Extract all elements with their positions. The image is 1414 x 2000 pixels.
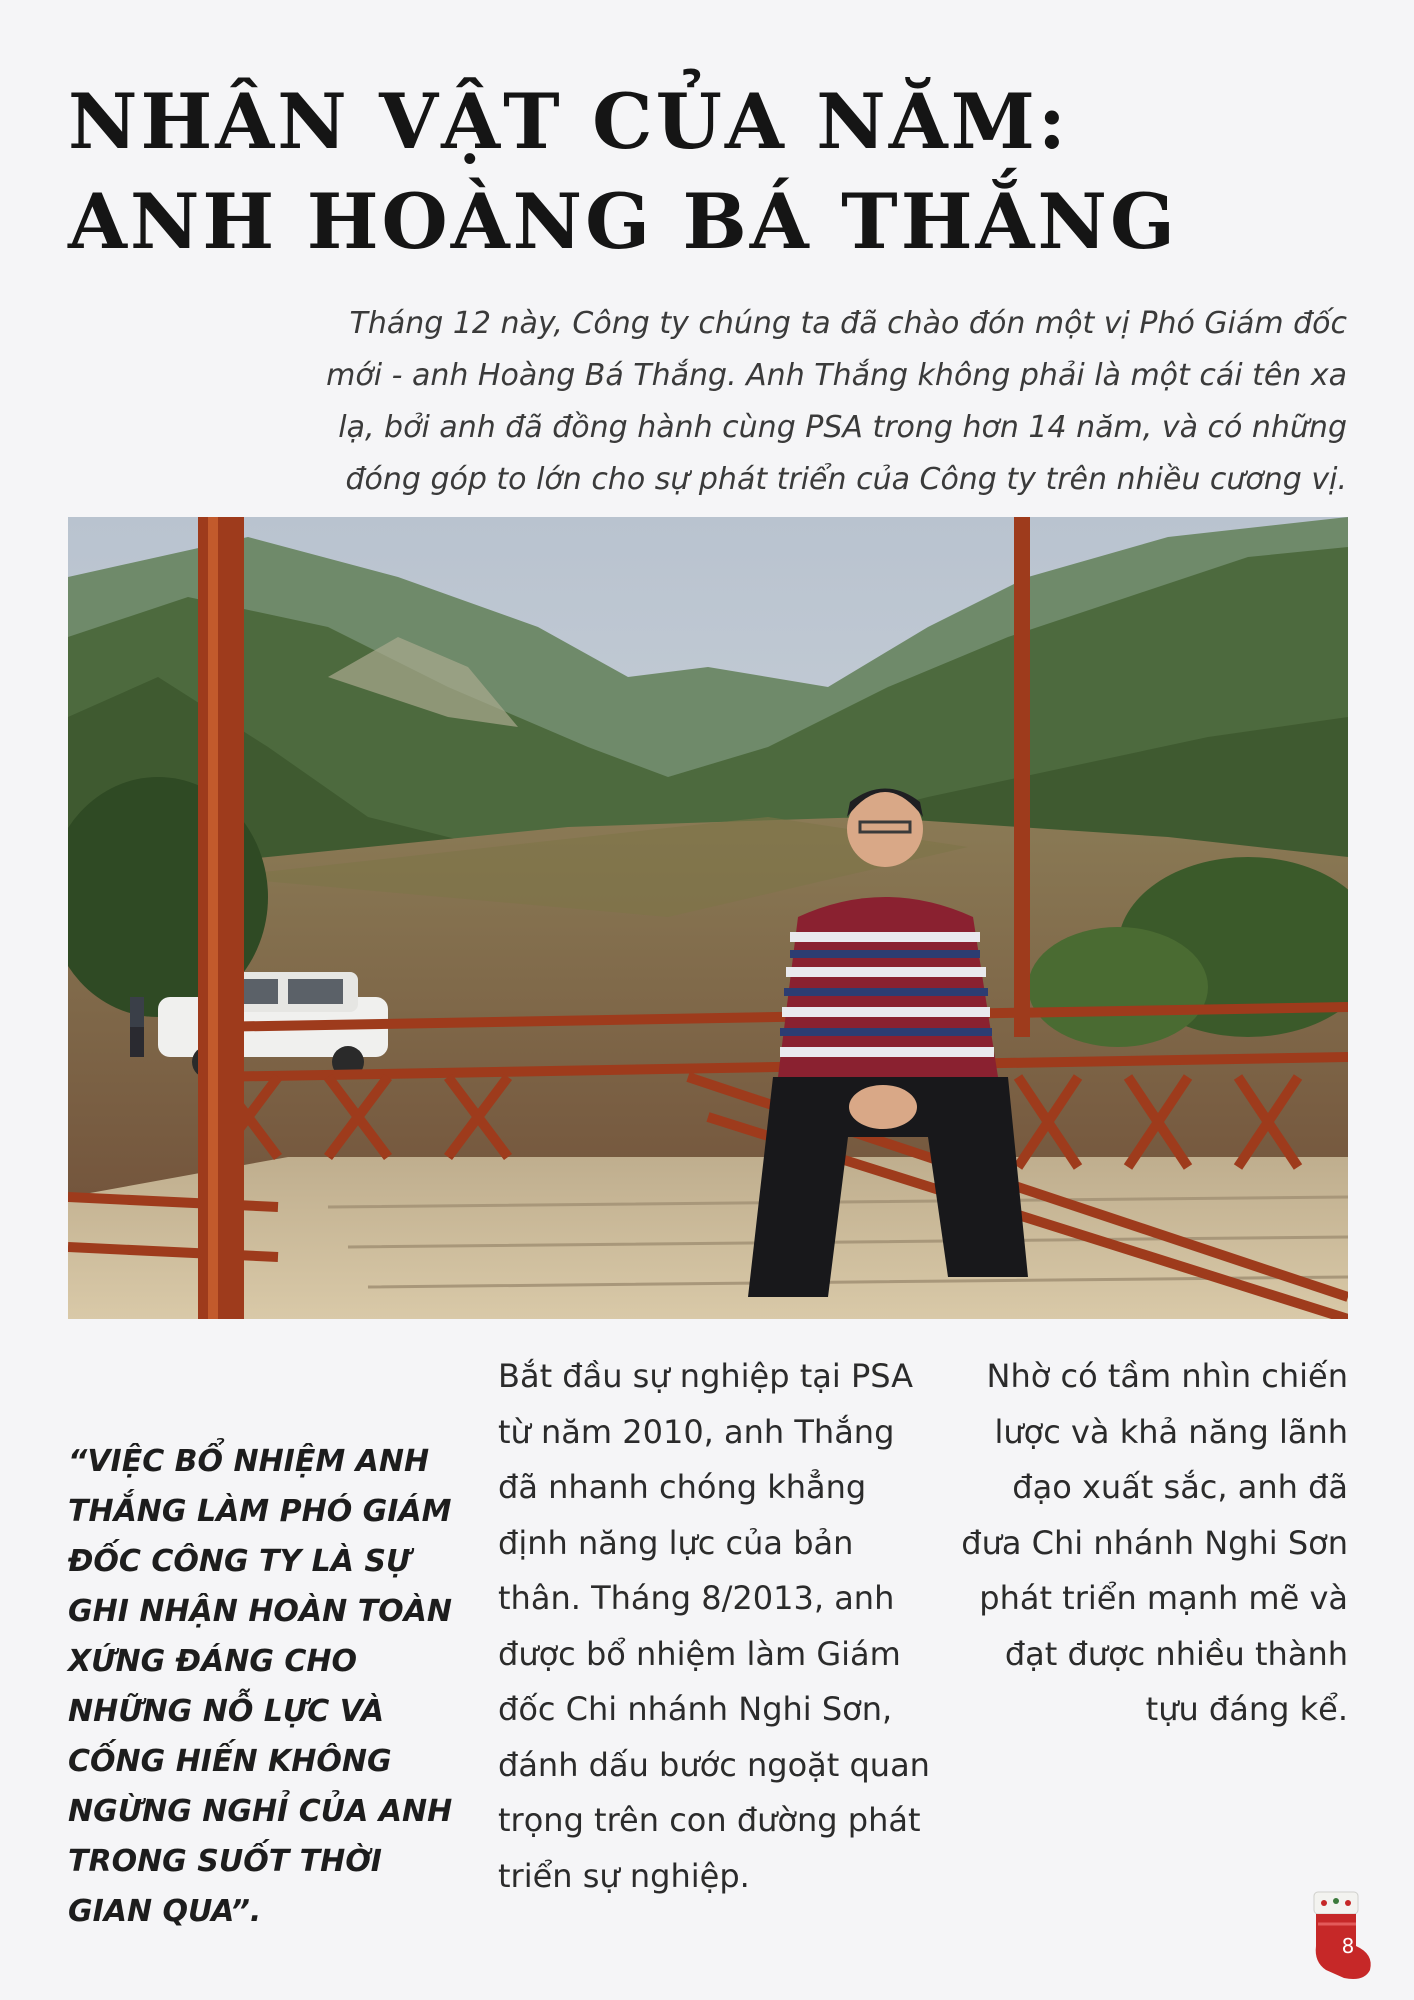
title-line-1: NHÂN VẬT CỦA NĂM: [68, 77, 1069, 166]
pull-quote: “VIỆC BỔ NHIỆM ANH THẮNG LÀM PHÓ GIÁM ĐỐC CÔNG TY LÀ SỰ GHI NHẬN HOÀN TOÀN XỨNG ĐÁNG CHO NHỮNG NỖ LỰC VÀ CỐNG HIẾN KHÔNG NGỪNG NGHỈ CỦA ANH TRONG SUỐT THỜI GIAN QUA”. [68, 1444, 453, 1929]
portrait-photo [68, 517, 1348, 1319]
body-column-2: Nhờ có tầm nhìn chiến lược và khả năng lãnh đạo xuất sắc, anh đã đưa Chi nhánh Nghi Sơn phát triển mạnh mẽ và đạt được nhiều thành tựu đáng kể. [961, 1357, 1348, 1728]
article-title [68, 72, 1348, 272]
intro-paragraph: Tháng 12 này, Công ty chúng ta đã chào đón một vị Phó Giám đốc mới - anh Hoàng Bá Thắng. Anh Thắng không phải là một cái tên xa lạ, bởi anh đã đồng hành cùng PSA trong hơn 14 năm, và có những đóng góp to lớn cho sự phát triển của Công ty trên nhiều cương vị. [326, 306, 1347, 497]
title-line-2: ANH HOÀNG BÁ THẮNG [68, 177, 1178, 266]
page-number-badge [1300, 1884, 1380, 1984]
photo-illustration [68, 517, 1348, 1319]
page-number: 8 [1341, 1934, 1355, 1958]
body-column-1: Bắt đầu sự nghiệp tại PSA từ năm 2010, anh Thắng đã nhanh chóng khẳng định năng lực của bản thân. Tháng 8/2013, anh được bổ nhiệm làm Giám đốc Chi nhánh Nghi Sơn, đánh dấu bước ngoặt quan trọng trên con đường phát triển sự nghiệp. [498, 1357, 930, 1895]
